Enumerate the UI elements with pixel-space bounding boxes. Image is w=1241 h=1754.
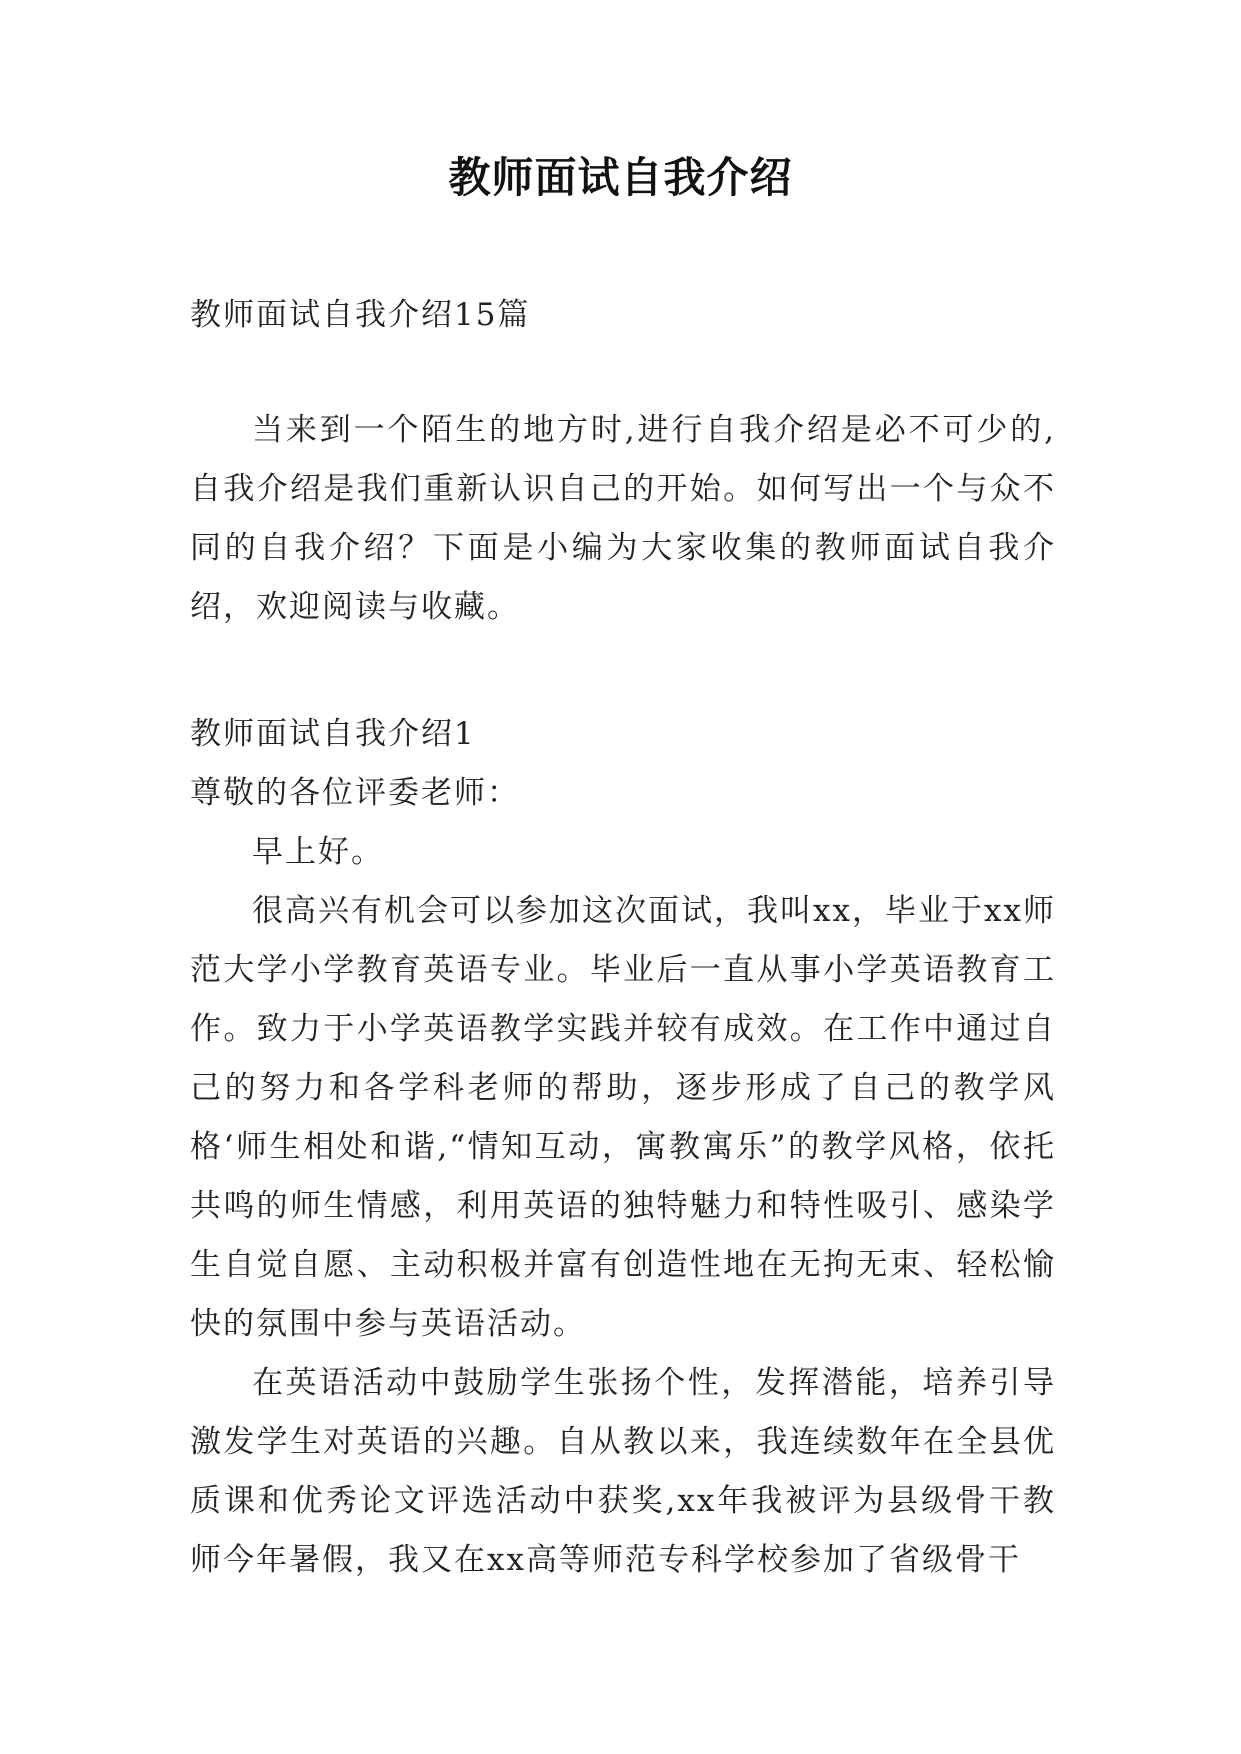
spacer (190, 637, 1056, 705)
body-paragraph: 在英语活动中鼓励学生张扬个性，发挥潜能，培养引导激发学生对英语的兴趣。自从教以来，我连续数年在全县优质课和优秀论文评选活动中获奖,xx年我被评为县级骨干教师今年暑假，我又在xx高等师范专科学校参加了省级骨干 (190, 1365, 1056, 1578)
document-title: 教师面试自我介绍 (448, 153, 793, 202)
document-body (190, 286, 1056, 1590)
greeting: 早上好。 (252, 834, 384, 870)
spacer (190, 345, 1056, 401)
document-subtitle: 教师面试自我介绍15篇 (190, 297, 531, 333)
salutation: 尊敬的各位评委老师： (190, 775, 520, 811)
body-paragraph: 很高兴有机会可以参加这次面试，我叫xx，毕业于xx师范大学小学教育英语专业。毕业后一直从事小学英语教育工作。致力于小学英语教学实践并较有成效。在工作中通过自己的努力和各学科老师的帮助，逐步形成了自己的教学风格‘师生相处和谐,“情知互动，寓教寓乐”的教学风格，依托共鸣的师生情感，利用英语的独特魅力和特性吸引、感染学生自觉自愿、主动积极并富有创造性地在无拘无束、轻松愉快的氛围中参与英语活动。 (190, 893, 1056, 1342)
section-heading: 教师面试自我介绍1 (190, 716, 476, 752)
intro-paragraph: 当来到一个陌生的地方时,进行自我介绍是必不可少的,自我介绍是我们重新认识自己的开始。如何写出一个与众不同的自我介绍？下面是小编为大家收集的教师面试自我介绍，欢迎阅读与收藏。 (190, 412, 1056, 625)
